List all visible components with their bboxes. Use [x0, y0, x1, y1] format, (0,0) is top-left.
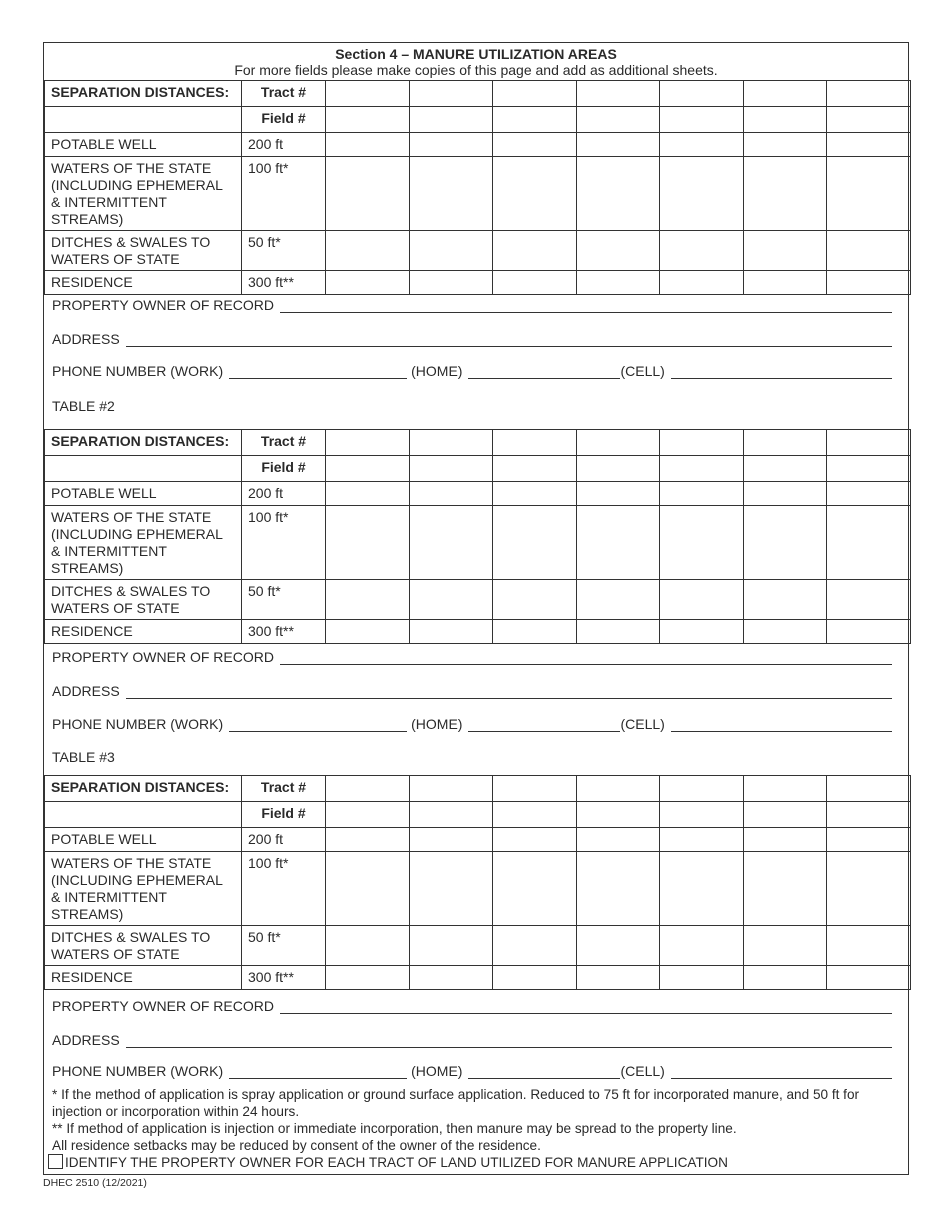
- address-input[interactable]: [126, 1034, 892, 1048]
- field-cell[interactable]: [409, 802, 493, 828]
- tract-cell[interactable]: [660, 776, 744, 802]
- value-cell[interactable]: [493, 926, 577, 966]
- value-cell[interactable]: [493, 966, 577, 990]
- value-cell[interactable]: [827, 620, 911, 644]
- phone-line: [52, 716, 892, 732]
- tract-cell[interactable]: [827, 430, 911, 456]
- tract-cell[interactable]: [493, 430, 577, 456]
- field-cell[interactable]: [743, 107, 827, 133]
- value-cell[interactable]: [576, 157, 660, 231]
- value-cell[interactable]: [409, 133, 493, 157]
- value-cell[interactable]: [326, 926, 410, 966]
- value-cell[interactable]: [660, 231, 744, 271]
- owner-input[interactable]: [280, 299, 892, 313]
- value-cell[interactable]: [409, 852, 493, 926]
- field-cell[interactable]: [743, 456, 827, 482]
- row-label: DITCHES & SWALES TO WATERS OF STATE: [45, 231, 242, 271]
- footnote-1: * If the method of application is spray application or ground surface application. Reduced to 75 ft for incorporated manure, and 50 ft for injection or incorporation within 24 hours.: [52, 1087, 860, 1119]
- value-cell[interactable]: [326, 966, 410, 990]
- row-distance: 200 ft: [242, 482, 326, 506]
- value-cell[interactable]: [660, 966, 744, 990]
- table-3-label: TABLE #3: [52, 749, 115, 765]
- footnote-2: ** If method of application is injection or immediate incorporation, then manure may be spread to the property line.: [52, 1121, 737, 1136]
- value-cell[interactable]: [827, 271, 911, 295]
- phone-home-label: (HOME): [411, 363, 463, 379]
- value-cell[interactable]: [493, 580, 577, 620]
- field-cell[interactable]: [326, 456, 410, 482]
- phone-work-input[interactable]: [229, 718, 407, 732]
- phone-cell-label: (CELL): [620, 1063, 665, 1079]
- value-cell[interactable]: [660, 852, 744, 926]
- value-cell[interactable]: [576, 231, 660, 271]
- value-cell[interactable]: [743, 482, 827, 506]
- row-label: POTABLE WELL: [45, 482, 242, 506]
- value-cell[interactable]: [576, 852, 660, 926]
- row-distance: 200 ft: [242, 828, 326, 852]
- field-cell[interactable]: [409, 456, 493, 482]
- field-cell[interactable]: [493, 107, 577, 133]
- value-cell[interactable]: [326, 157, 410, 231]
- value-cell[interactable]: [827, 506, 911, 580]
- value-cell[interactable]: [660, 157, 744, 231]
- tract-cell[interactable]: [409, 776, 493, 802]
- value-cell[interactable]: [326, 852, 410, 926]
- separation-table-2: [44, 429, 911, 644]
- tract-cell[interactable]: [827, 776, 911, 802]
- row-label: RESIDENCE: [45, 620, 242, 644]
- row-distance: 50 ft*: [242, 231, 326, 271]
- separation-table-1: [44, 80, 911, 295]
- value-cell[interactable]: [576, 828, 660, 852]
- separation-distances-heading: SEPARATION DISTANCES:: [45, 430, 242, 456]
- footnote-3: All residence setbacks may be reduced by consent of the owner of the residence.: [52, 1138, 541, 1153]
- field-label: Field #: [242, 107, 326, 133]
- address-label: ADDRESS: [52, 1032, 120, 1048]
- address-line: [52, 683, 892, 699]
- separation-distances-heading: SEPARATION DISTANCES:: [45, 81, 242, 107]
- value-cell[interactable]: [409, 271, 493, 295]
- value-cell[interactable]: [409, 157, 493, 231]
- value-cell[interactable]: [576, 133, 660, 157]
- value-cell[interactable]: [660, 506, 744, 580]
- value-cell[interactable]: [409, 620, 493, 644]
- value-cell[interactable]: [493, 271, 577, 295]
- value-cell[interactable]: [326, 828, 410, 852]
- value-cell[interactable]: [660, 482, 744, 506]
- value-cell[interactable]: [743, 926, 827, 966]
- tract-label: Tract #: [242, 776, 326, 802]
- phone-work-input[interactable]: [229, 365, 407, 379]
- value-cell[interactable]: [827, 482, 911, 506]
- owner-label: PROPERTY OWNER OF RECORD: [52, 649, 274, 665]
- owner-line: [52, 297, 892, 313]
- value-cell[interactable]: [660, 133, 744, 157]
- value-cell[interactable]: [827, 580, 911, 620]
- field-cell[interactable]: [576, 456, 660, 482]
- value-cell[interactable]: [493, 157, 577, 231]
- value-cell[interactable]: [326, 506, 410, 580]
- value-cell[interactable]: [326, 580, 410, 620]
- value-cell[interactable]: [576, 271, 660, 295]
- value-cell[interactable]: [326, 271, 410, 295]
- row-distance: 100 ft*: [242, 852, 326, 926]
- tract-cell[interactable]: [326, 776, 410, 802]
- row-distance: 100 ft*: [242, 506, 326, 580]
- value-cell[interactable]: [827, 157, 911, 231]
- row-label: DITCHES & SWALES TO WATERS OF STATE: [45, 926, 242, 966]
- phone-home-label: (HOME): [411, 716, 463, 732]
- value-cell[interactable]: [409, 482, 493, 506]
- value-cell[interactable]: [660, 620, 744, 644]
- value-cell[interactable]: [743, 157, 827, 231]
- field-cell[interactable]: [493, 456, 577, 482]
- identify-owner-checkbox[interactable]: [48, 1154, 63, 1169]
- separation-table-3: [44, 775, 911, 990]
- phone-home-input[interactable]: [468, 365, 620, 379]
- phone-work-label: PHONE NUMBER (WORK): [52, 363, 224, 379]
- value-cell[interactable]: [743, 852, 827, 926]
- tract-cell[interactable]: [660, 430, 744, 456]
- value-cell[interactable]: [743, 828, 827, 852]
- value-cell[interactable]: [493, 828, 577, 852]
- value-cell[interactable]: [660, 926, 744, 966]
- value-cell[interactable]: [409, 966, 493, 990]
- tract-cell[interactable]: [743, 776, 827, 802]
- field-label: Field #: [242, 802, 326, 828]
- value-cell[interactable]: [576, 506, 660, 580]
- empty-label-cell: [45, 456, 242, 482]
- phone-home-label: (HOME): [411, 1063, 463, 1079]
- tract-cell[interactable]: [576, 430, 660, 456]
- value-cell[interactable]: [743, 231, 827, 271]
- tract-cell[interactable]: [493, 81, 577, 107]
- row-label: DITCHES & SWALES TO WATERS OF STATE: [45, 580, 242, 620]
- form-number: DHEC 2510 (12/2021): [43, 1177, 147, 1189]
- row-label: POTABLE WELL: [45, 133, 242, 157]
- owner-label: PROPERTY OWNER OF RECORD: [52, 998, 274, 1014]
- phone-line: [52, 1063, 892, 1079]
- owner-input[interactable]: [280, 651, 892, 665]
- value-cell[interactable]: [576, 966, 660, 990]
- field-cell[interactable]: [743, 802, 827, 828]
- value-cell[interactable]: [576, 620, 660, 644]
- tract-cell[interactable]: [576, 81, 660, 107]
- row-label: RESIDENCE: [45, 271, 242, 295]
- field-cell[interactable]: [827, 107, 911, 133]
- value-cell[interactable]: [326, 482, 410, 506]
- value-cell[interactable]: [493, 133, 577, 157]
- row-distance: 50 ft*: [242, 926, 326, 966]
- tract-cell[interactable]: [743, 81, 827, 107]
- value-cell[interactable]: [827, 231, 911, 271]
- value-cell[interactable]: [409, 580, 493, 620]
- value-cell[interactable]: [743, 966, 827, 990]
- phone-cell-label: (CELL): [620, 716, 665, 732]
- address-input[interactable]: [126, 685, 892, 699]
- field-cell[interactable]: [660, 802, 744, 828]
- field-cell[interactable]: [493, 802, 577, 828]
- phone-work-label: PHONE NUMBER (WORK): [52, 716, 224, 732]
- tract-cell[interactable]: [326, 81, 410, 107]
- value-cell[interactable]: [493, 506, 577, 580]
- row-distance: 200 ft: [242, 133, 326, 157]
- phone-home-input[interactable]: [468, 718, 620, 732]
- row-label: WATERS OF THE STATE (INCLUDING EPHEMERAL & INTERMITTENT STREAMS): [45, 157, 242, 231]
- tract-label: Tract #: [242, 430, 326, 456]
- value-cell[interactable]: [576, 926, 660, 966]
- owner-input[interactable]: [280, 1000, 892, 1014]
- section-title: Section 4 – MANURE UTILIZATION AREAS: [335, 46, 617, 62]
- separation-distances-heading: SEPARATION DISTANCES:: [45, 776, 242, 802]
- value-cell[interactable]: [326, 231, 410, 271]
- footnotes: [52, 1086, 902, 1171]
- section-header: [44, 43, 908, 80]
- field-cell[interactable]: [326, 107, 410, 133]
- value-cell[interactable]: [576, 580, 660, 620]
- value-cell[interactable]: [827, 133, 911, 157]
- row-distance: 300 ft**: [242, 620, 326, 644]
- value-cell[interactable]: [493, 482, 577, 506]
- row-distance: 100 ft*: [242, 157, 326, 231]
- value-cell[interactable]: [409, 926, 493, 966]
- row-distance: 300 ft**: [242, 966, 326, 990]
- value-cell[interactable]: [493, 231, 577, 271]
- tract-cell[interactable]: [660, 81, 744, 107]
- value-cell[interactable]: [409, 828, 493, 852]
- phone-cell-input[interactable]: [671, 365, 892, 379]
- value-cell[interactable]: [409, 506, 493, 580]
- phone-home-input[interactable]: [468, 1065, 620, 1079]
- value-cell[interactable]: [743, 620, 827, 644]
- value-cell[interactable]: [827, 926, 911, 966]
- phone-line: [52, 363, 892, 379]
- value-cell[interactable]: [743, 133, 827, 157]
- field-cell[interactable]: [576, 107, 660, 133]
- identify-owner-row: [48, 1154, 902, 1171]
- value-cell[interactable]: [660, 271, 744, 295]
- owner-label: PROPERTY OWNER OF RECORD: [52, 297, 274, 313]
- tract-cell[interactable]: [576, 776, 660, 802]
- row-label: POTABLE WELL: [45, 828, 242, 852]
- value-cell[interactable]: [493, 852, 577, 926]
- value-cell[interactable]: [660, 828, 744, 852]
- phone-cell-input[interactable]: [671, 718, 892, 732]
- tract-cell[interactable]: [409, 430, 493, 456]
- phone-cell-input[interactable]: [671, 1065, 892, 1079]
- row-label: WATERS OF THE STATE (INCLUDING EPHEMERAL & INTERMITTENT STREAMS): [45, 852, 242, 926]
- owner-line: [52, 998, 892, 1014]
- row-label: RESIDENCE: [45, 966, 242, 990]
- row-distance: 300 ft**: [242, 271, 326, 295]
- address-line: [52, 331, 892, 347]
- value-cell[interactable]: [827, 966, 911, 990]
- table-2-label: TABLE #2: [52, 398, 115, 414]
- row-label: WATERS OF THE STATE (INCLUDING EPHEMERAL & INTERMITTENT STREAMS): [45, 506, 242, 580]
- phone-work-input[interactable]: [229, 1065, 407, 1079]
- field-cell[interactable]: [409, 107, 493, 133]
- field-cell[interactable]: [827, 802, 911, 828]
- value-cell[interactable]: [743, 506, 827, 580]
- phone-work-label: PHONE NUMBER (WORK): [52, 1063, 224, 1079]
- field-cell[interactable]: [660, 107, 744, 133]
- section-subtitle: For more fields please make copies of this page and add as additional sheets.: [234, 62, 718, 78]
- field-label: Field #: [242, 456, 326, 482]
- field-cell[interactable]: [576, 802, 660, 828]
- field-cell[interactable]: [827, 456, 911, 482]
- value-cell[interactable]: [409, 231, 493, 271]
- value-cell[interactable]: [493, 620, 577, 644]
- manure-utilization-form: [43, 42, 909, 1175]
- tract-cell[interactable]: [827, 81, 911, 107]
- tract-cell[interactable]: [409, 81, 493, 107]
- field-cell[interactable]: [326, 802, 410, 828]
- identify-owner-label: IDENTIFY THE PROPERTY OWNER FOR EACH TRACT OF LAND UTILIZED FOR MANURE APPLICATION: [65, 1155, 728, 1170]
- empty-label-cell: [45, 107, 242, 133]
- value-cell[interactable]: [326, 133, 410, 157]
- address-label: ADDRESS: [52, 331, 120, 347]
- tract-label: Tract #: [242, 81, 326, 107]
- owner-line: [52, 649, 892, 665]
- value-cell[interactable]: [743, 580, 827, 620]
- value-cell[interactable]: [827, 828, 911, 852]
- phone-cell-label: (CELL): [620, 363, 665, 379]
- value-cell[interactable]: [326, 620, 410, 644]
- value-cell[interactable]: [827, 852, 911, 926]
- tract-cell[interactable]: [493, 776, 577, 802]
- value-cell[interactable]: [743, 271, 827, 295]
- address-label: ADDRESS: [52, 683, 120, 699]
- value-cell[interactable]: [660, 580, 744, 620]
- tract-cell[interactable]: [743, 430, 827, 456]
- row-distance: 50 ft*: [242, 580, 326, 620]
- address-input[interactable]: [126, 333, 892, 347]
- address-line: [52, 1032, 892, 1048]
- tract-cell[interactable]: [326, 430, 410, 456]
- field-cell[interactable]: [660, 456, 744, 482]
- empty-label-cell: [45, 802, 242, 828]
- value-cell[interactable]: [576, 482, 660, 506]
